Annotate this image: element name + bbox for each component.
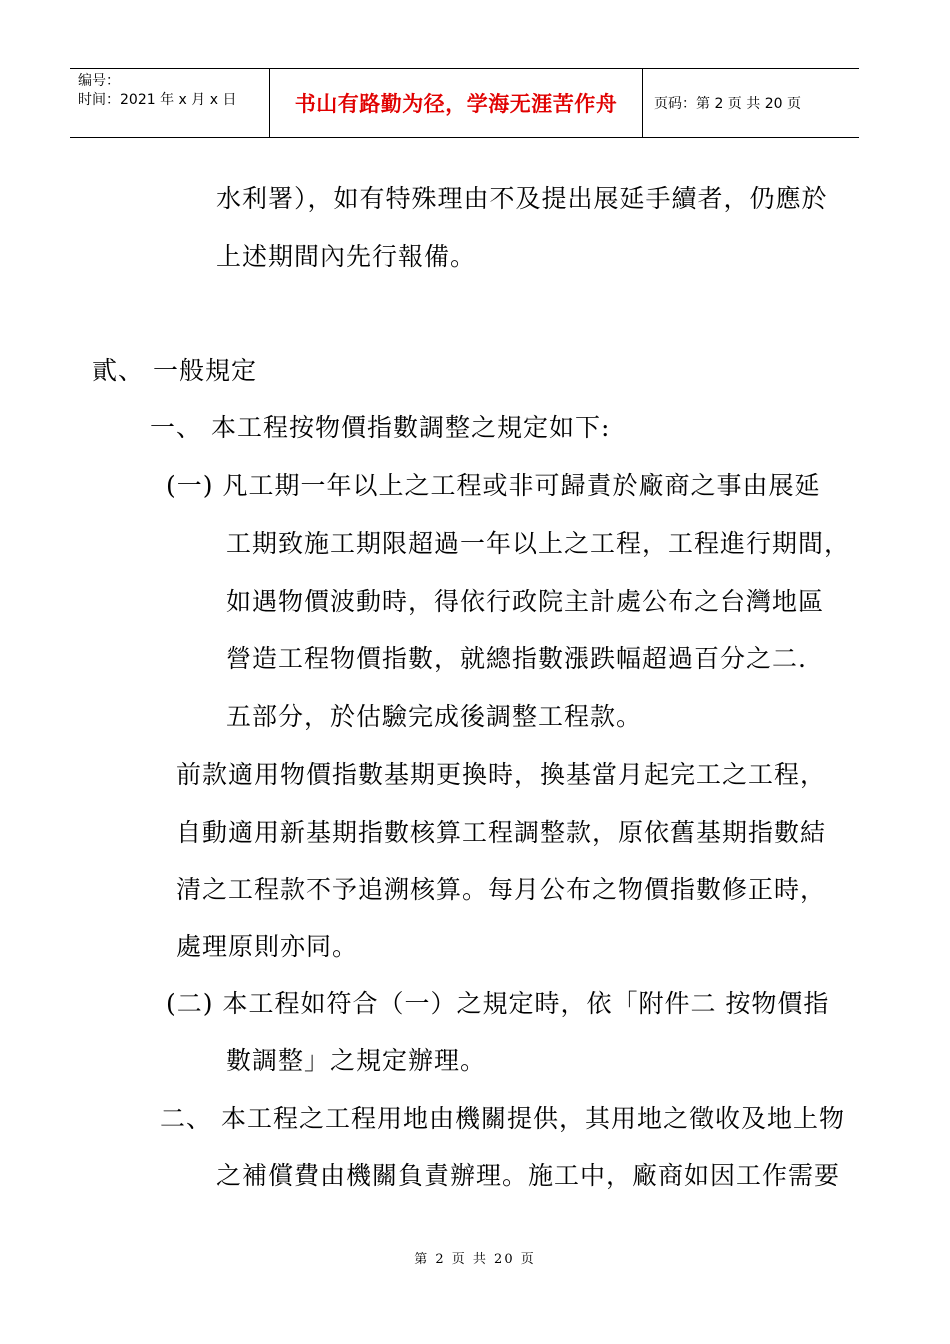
number-label: 编号： <box>78 73 120 89</box>
body-line: 清之工程款不予追溯核算。每月公布之物價指數修正時， <box>176 875 827 904</box>
time-label: 时间：2021 年 x 月 x 日 <box>78 92 237 108</box>
body-line: 工期致施工期限超過一年以上之工程，工程進行期間， <box>226 529 851 558</box>
section-heading: 貳、 一般規定 <box>92 356 257 385</box>
body-line: 前款適用物價指數基期更換時，換基當月起完工之工程， <box>176 760 827 789</box>
page-footer: 第 2 页 共 20 页 <box>414 1252 536 1267</box>
body-line: 處理原則亦同。 <box>176 932 359 961</box>
body-line: 之補償費由機關負責辦理。施工中，廠商如因工作需要 <box>216 1161 841 1190</box>
item-heading: 二、 本工程之工程用地由機關提供，其用地之徵收及地上物 <box>160 1104 845 1133</box>
header-meta <box>70 69 268 140</box>
body-line: 水利署），如有特殊理由不及提出展延手續者，仍應於 <box>216 184 828 213</box>
body-line: 自動適用新基期指數核算工程調整款，原依舊基期指數結 <box>176 818 827 847</box>
page-header <box>70 68 859 138</box>
header-page-info: 页码：第 2 页 共 20 页 <box>654 96 801 112</box>
header-motto: 书山有路勤为径，学海无涯苦作舟 <box>269 69 643 137</box>
body-line: 五部分，於估驗完成後調整工程款。 <box>226 702 643 731</box>
body-line: 數調整」之規定辦理。 <box>226 1046 487 1075</box>
body-line: 上述期間內先行報備。 <box>216 242 477 271</box>
body-line: (一) 凡工期一年以上之工程或非可歸責於廠商之事由展延 <box>166 471 821 500</box>
item-heading: 一、 本工程按物價指數調整之規定如下: <box>150 413 611 442</box>
body-line: 營造工程物價指數，就總指數漲跌幅超過百分之二. <box>226 644 807 673</box>
body-line: (二) 本工程如符合（一）之規定時，依「附件二 按物價指 <box>166 989 830 1018</box>
body-line: 如遇物價波動時，得依行政院主計處公布之台灣地區 <box>226 587 825 616</box>
